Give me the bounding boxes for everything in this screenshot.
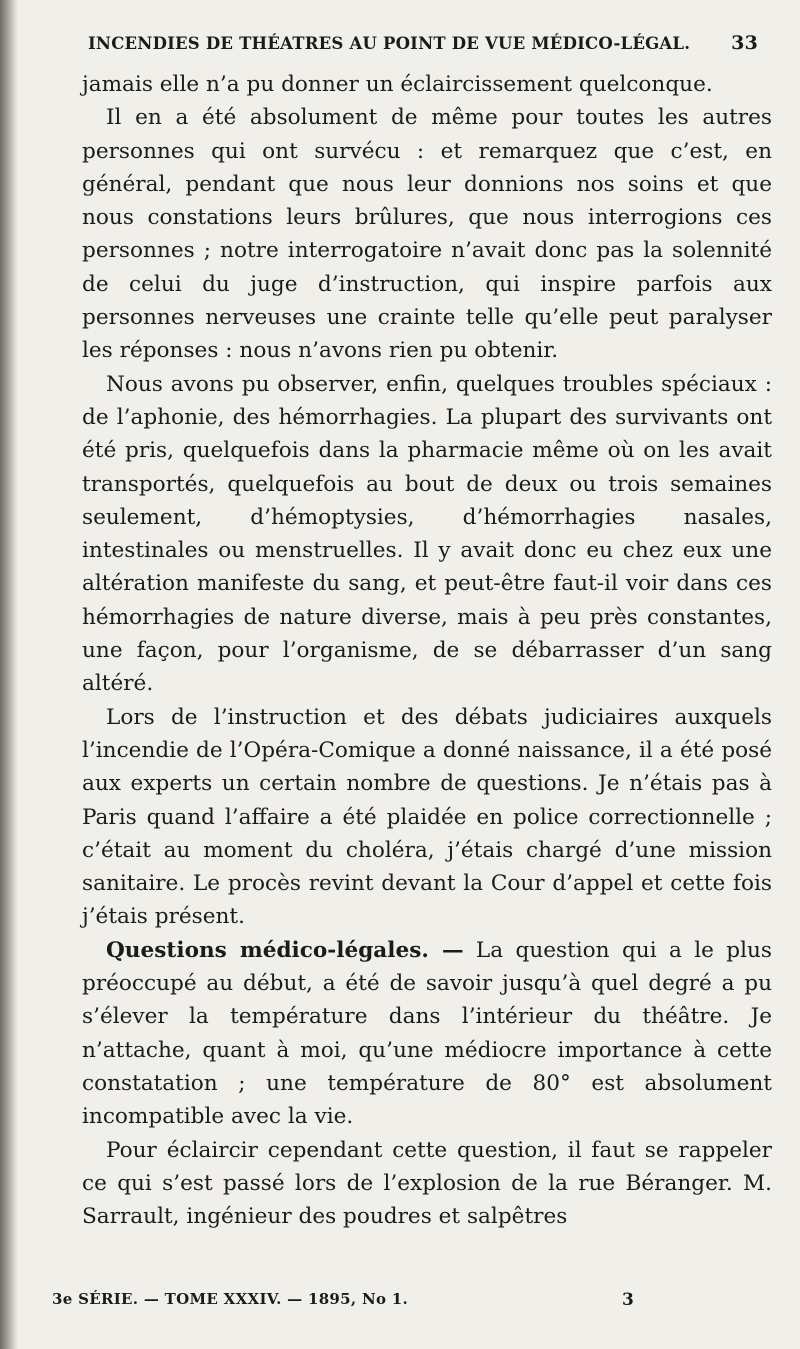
sheet-number: 3 xyxy=(622,1290,635,1310)
body-text xyxy=(82,68,772,1233)
paragraph-2: Il en a été absolument de même pour toutes les autres personnes qui ont survécu : et remarquez que c’est, en général, pendant que nous leur donnions nos soins et que nous constations leurs brûlures, que nous interrogions ces personnes ; notre interrogatoire n’avait donc pas la solennité de celui du juge d’instruction, qui inspire parfois aux personnes nerveuses une crainte telle qu’elle peut paralyser les réponses : nous n’avons rien pu obtenir. xyxy=(82,105,772,364)
running-head xyxy=(82,28,772,58)
paragraph-3: Nous avons pu observer, enfin, quelques troubles spéciaux : de l’aphonie, des hémorrhagies. La plupart des survivants ont été pris, quelquefois dans la pharmacie même où on les avait transportés, quelquefois au bout de deux ou trois semaines seulement, d’hémoptysies, d’hémorrhagies nasales, intestinales ou menstruelles. Il y avait donc eu chez eux une altération manifeste du sang, et peut-être faut-il voir dans ces hémorrhagies de nature diverse, mais à peu près constantes, une façon, pour l’organisme, de se débarrasser d’un sang altéré. xyxy=(82,371,772,697)
paragraph-4: Lors de l’instruction et des débats judiciaires auxquels l’incendie de l’Opéra-Comique a donné naissance, il a été posé aux experts un certain nombre de questions. Je n’étais pas à Paris quand l’affaire a été plaidée en police correctionnelle ; c’était au moment du choléra, j’étais chargé d’une mission sanitaire. Le procès revint devant la Cour d’appel et cette fois j’étais présent. xyxy=(82,704,772,930)
paragraph-1: jamais elle n’a pu donner un éclaircissement quelconque. xyxy=(82,72,713,97)
paragraph-6: Pour éclaircir cependant cette question, il faut se rappeler ce qui s’est passé lors de l’explosion de la rue Béranger. M. Sarrault, ingénieur des poudres et salpêtres xyxy=(82,1137,772,1230)
signature-line: 3e SÉRIE. — TOME XXXIV. — 1895, No 1. xyxy=(52,1290,409,1308)
footer xyxy=(52,1290,682,1314)
page-number: 33 xyxy=(731,32,758,54)
page-content xyxy=(82,28,772,1233)
section-heading: Questions médico-légales. — xyxy=(106,937,464,963)
paragraph-5 xyxy=(82,934,772,1134)
page-binding-shadow xyxy=(0,0,18,1349)
running-title: INCENDIES DE THÉATRES AU POINT DE VUE MÉDICO-LÉGAL. xyxy=(88,34,691,53)
paragraph-5-text: La question qui a le plus préoccupé au début, a été de savoir jusqu’à quel degré a pu s’élever la température dans l’intérieur du théâtre. Je n’attache, quant à moi, qu’une médiocre importance à cette constatation ; une température de 80° est absolument incompatible avec la vie. xyxy=(82,937,772,1130)
